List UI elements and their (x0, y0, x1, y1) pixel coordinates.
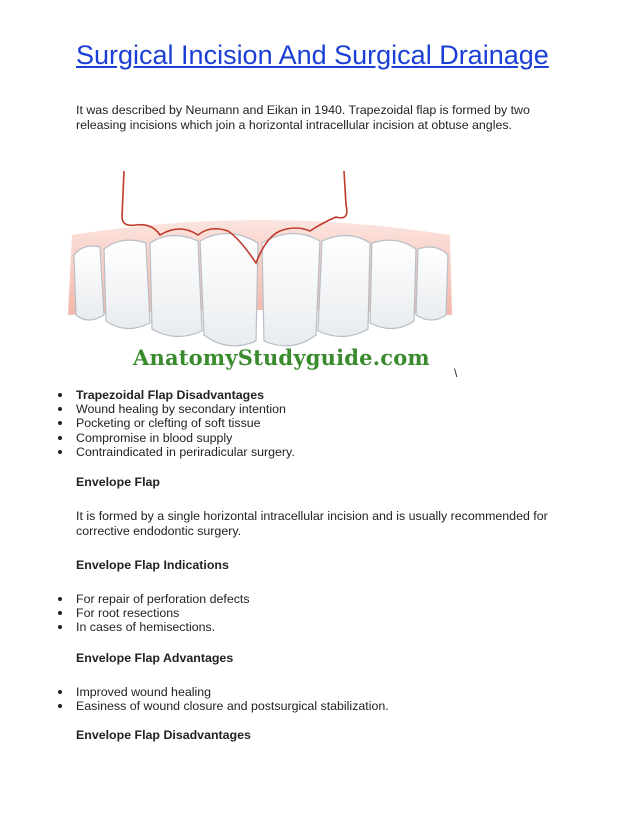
list-item: Trapezoidal Flap Disadvantages (0, 388, 295, 402)
tooth (104, 240, 150, 328)
list-item: Improved wound healing (0, 685, 389, 699)
bullet-icon (58, 690, 62, 694)
page-title[interactable]: Surgical Incision And Surgical Drainage (76, 40, 549, 70)
tooth (370, 240, 416, 328)
tooth (416, 247, 448, 320)
tooth (200, 233, 258, 345)
list-item: For repair of perforation defects (0, 592, 250, 606)
envelope-flap-heading: Envelope Flap (76, 475, 160, 489)
list-item: In cases of hemisections. (0, 620, 250, 634)
bullet-icon (58, 625, 62, 629)
intro-paragraph: It was described by Neumann and Eikan in 1940. Trapezoidal flap is formed by two releasing incisions which join a horizontal intracellular incision at obtuse angles. (76, 103, 530, 132)
bullet-icon (58, 597, 62, 601)
bullet-icon (58, 436, 62, 440)
list-item: Contraindicated in periradicular surgery. (0, 445, 295, 459)
list-item: Easiness of wound closure and postsurgical stabilization. (0, 699, 389, 713)
bullet-icon (58, 421, 62, 425)
bullet-icon (58, 407, 62, 411)
stray-character: \ (454, 366, 458, 380)
bullet-icon (58, 393, 62, 397)
tooth (150, 235, 202, 336)
list-item: Pocketing or clefting of soft tissue (0, 416, 295, 430)
list-item: Wound healing by secondary intention (0, 402, 295, 416)
list-item: Compromise in blood supply (0, 431, 295, 445)
advantages-heading: Envelope Flap Advantages (76, 651, 234, 665)
trapezoidal-disadvantages-list (0, 388, 295, 459)
disadvantages-heading: Envelope Flap Disadvantages (76, 728, 251, 742)
envelope-flap-description: It is formed by a single horizontal intracellular incision and is usually recommended for corrective endodontic surgery. (76, 509, 548, 538)
list-item: For root resections (0, 606, 250, 620)
bullet-icon (58, 450, 62, 454)
tooth (262, 233, 320, 345)
indications-list (0, 592, 250, 635)
bullet-icon (58, 704, 62, 708)
bullet-icon (58, 611, 62, 615)
tooth (74, 246, 104, 320)
tooth (318, 235, 370, 336)
advantages-list (0, 685, 389, 713)
indications-heading: Envelope Flap Indications (76, 558, 229, 572)
watermark-caption: AnatomyStudyguide.com (133, 345, 430, 370)
